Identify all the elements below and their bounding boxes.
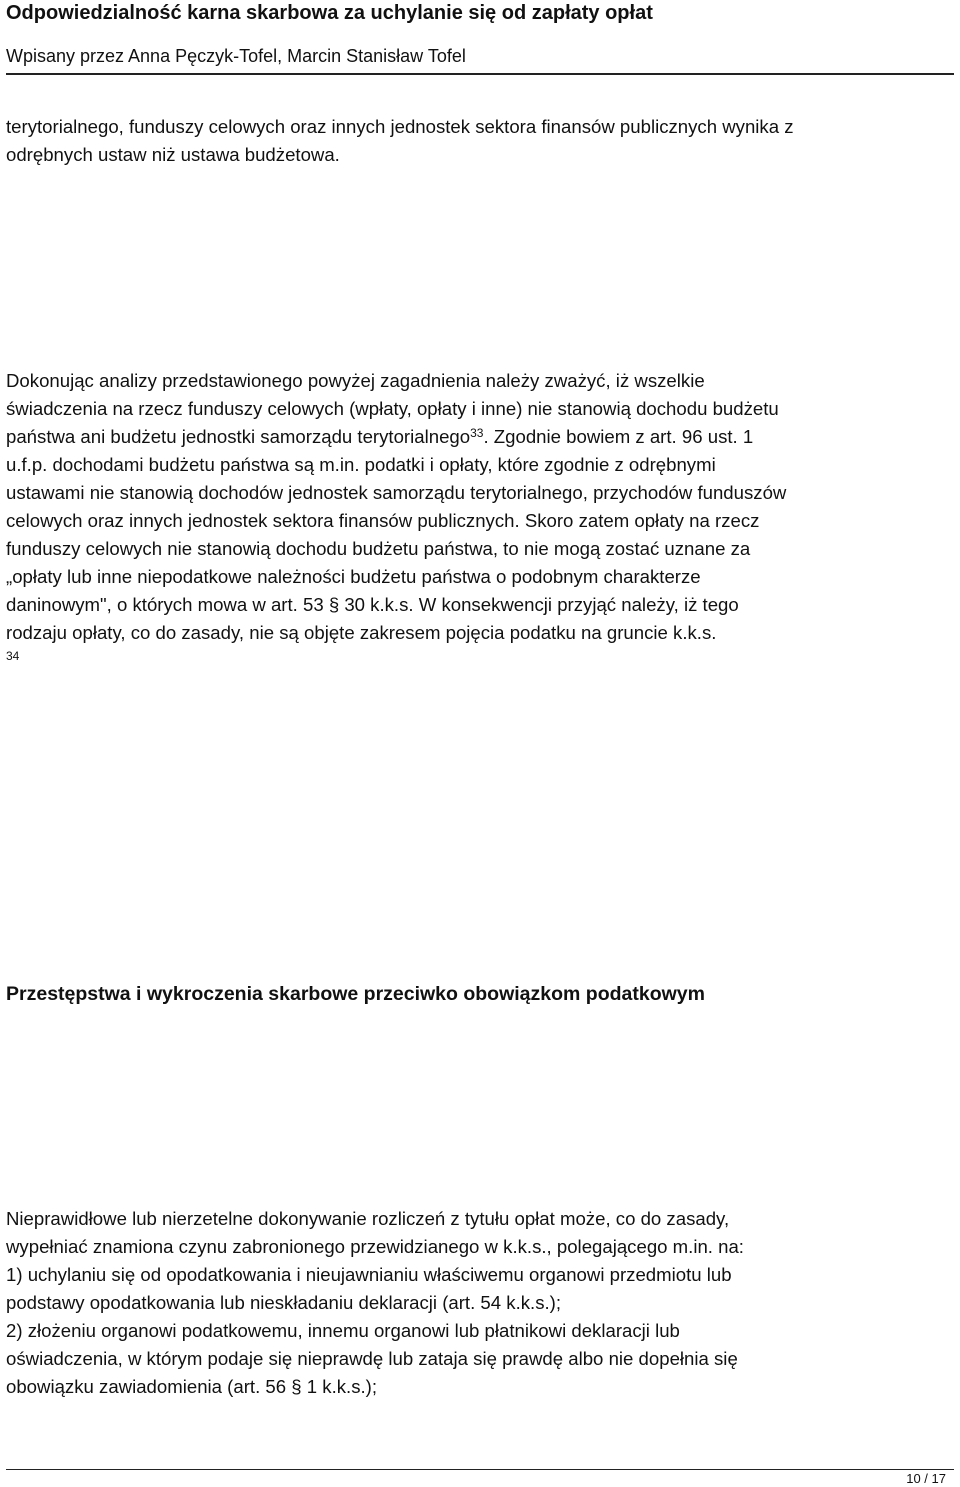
paragraph-line: odrębnych ustaw niż ustawa budżetowa. — [6, 144, 340, 165]
paragraph-line: wypełniać znamiona czynu zabronionego przewidzianego w k.k.s., polegającego m.in. na: — [6, 1236, 744, 1257]
paragraph-line: terytorialnego, funduszy celowych oraz innych jednostek sektora finansów publicznych wynika z — [6, 116, 794, 137]
footer-divider — [6, 1469, 954, 1470]
paragraph-line: podstawy opodatkowania lub nieskładaniu deklaracji (art. 54 k.k.s.); — [6, 1292, 562, 1313]
paragraph-offenses — [6, 1205, 954, 1401]
paragraph-line: ustawami nie stanowią dochodów jednostek samorządu terytorialnego, przychodów funduszów — [6, 482, 787, 503]
paragraph-line: celowych oraz innych jednostek sektora finansów publicznych. Skoro zatem opłaty na rzecz — [6, 510, 760, 531]
paragraph-line-text: państwa ani budżetu jednostki samorządu terytorialnego — [6, 426, 471, 447]
document-authors: Wpisany przez Anna Pęczyk-Tofel, Marcin Stanisław Tofel — [6, 46, 466, 66]
paragraph-line: funduszy celowych nie stanowią dochodu budżetu państwa, to nie mogą zostać uznane za — [6, 538, 751, 559]
page-number: 10 / 17 — [906, 1471, 946, 1486]
paragraph-line: daninowym", o których mowa w art. 53 § 30 k.k.s. W konsekwencji przyjąć należy, iż tego — [6, 594, 739, 615]
paragraph-line: Dokonując analizy przedstawionego powyżej zagadnienia należy zważyć, iż wszelkie — [6, 370, 705, 391]
paragraph-line: „opłaty lub inne niepodatkowe należności budżetu państwa o podobnym charakterze — [6, 566, 701, 587]
paragraph-analysis — [6, 367, 954, 665]
paragraph-line: świadczenia na rzecz funduszy celowych (wpłaty, opłaty i inne) nie stanowią dochodu budżetu — [6, 398, 779, 419]
paragraph-line: u.f.p. dochodami budżetu państwa są m.in. podatki i opłaty, które zgodnie z odrębnymi — [6, 454, 716, 475]
list-item: 1) uchylaniu się od opodatkowania i nieujawnianiu właściwemu organowi przedmiotu lub — [6, 1264, 732, 1285]
footnote-reference-33[interactable]: 33 — [470, 426, 484, 440]
paragraph-line: obowiązku zawiadomienia (art. 56 § 1 k.k.s.); — [6, 1376, 378, 1397]
list-item: 2) złożeniu organowi podatkowemu, innemu organowi lub płatnikowi deklaracji lub — [6, 1320, 680, 1341]
document-title: Odpowiedzialność karna skarbowa za uchylanie się od zapłaty opłat — [6, 2, 653, 24]
paragraph-funding-sources — [6, 113, 954, 169]
paragraph-line: rodzaju opłaty, co do zasady, nie są objęte zakresem pojęcia podatku na gruncie k.k.s. — [6, 622, 717, 643]
section-heading: Przestępstwa i wykroczenia skarbowe przeciwko obowiązkom podatkowym — [6, 983, 705, 1005]
paragraph-line: oświadczenia, w którym podaje się nieprawdę lub zataja się prawdę albo nie dopełnia się — [6, 1348, 738, 1369]
header-divider — [6, 73, 954, 75]
paragraph-line-text: . Zgodnie bowiem z art. 96 ust. 1 — [483, 426, 754, 447]
paragraph-line — [6, 423, 954, 451]
paragraph-line: Nieprawidłowe lub nierzetelne dokonywanie rozliczeń z tytułu opłat może, co do zasady, — [6, 1208, 730, 1229]
footnote-reference-34[interactable]: 34 — [6, 649, 20, 663]
